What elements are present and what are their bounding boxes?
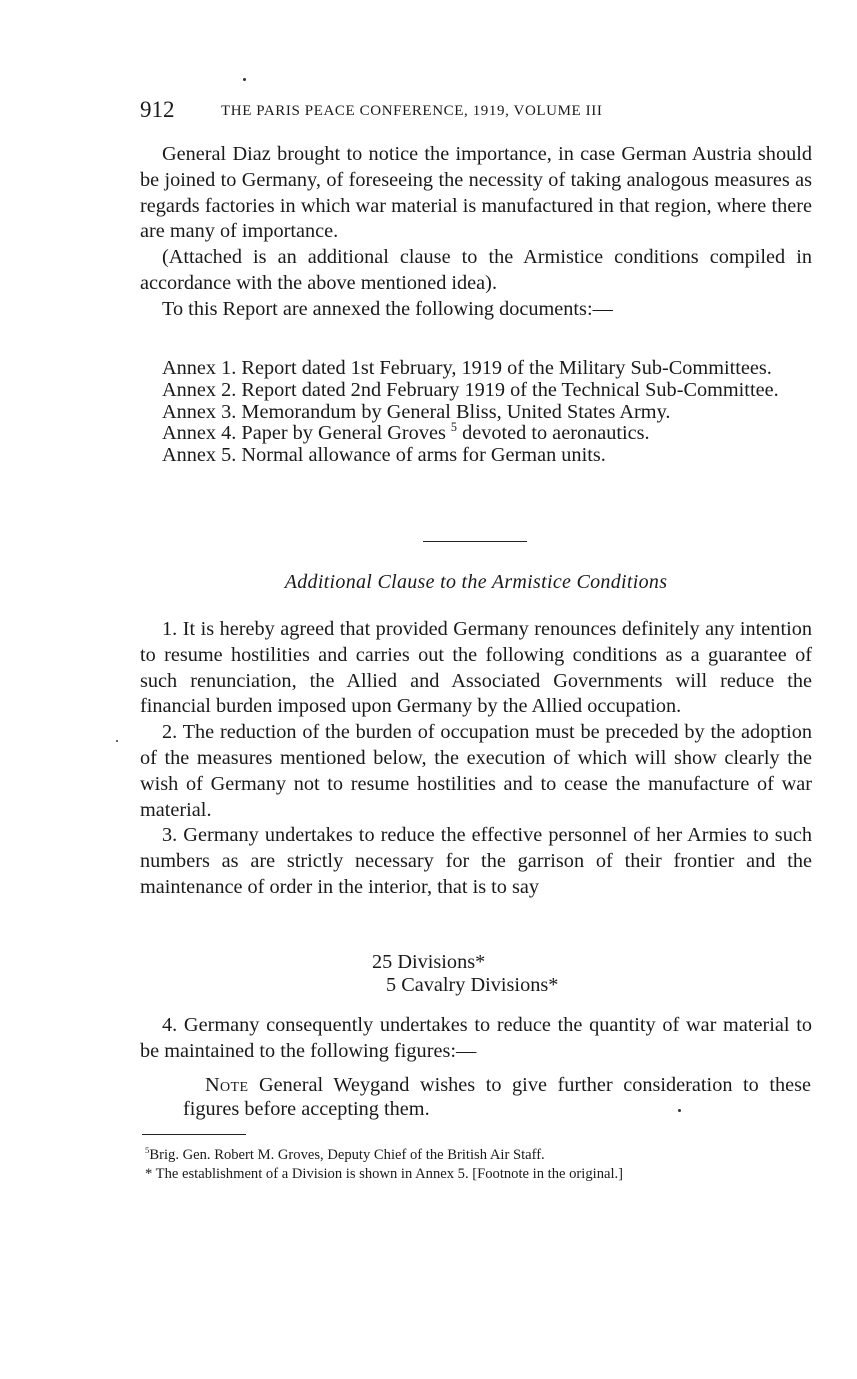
annex-item-1: Annex 1. Report dated 1st February, 1919 of the Military Sub-Committees.	[162, 357, 772, 379]
scan-speck	[243, 78, 246, 81]
annex-list	[140, 358, 812, 467]
section-divider	[423, 541, 527, 542]
annex-item-4-after: devoted to aeronautics.	[457, 422, 650, 445]
footnote-star-mark: *	[145, 1166, 153, 1182]
intro-paragraph-attached: (Attached is an additional clause to the Armistice conditions compiled in accordance with the above mentioned idea).	[140, 246, 812, 294]
running-head: THE PARIS PEACE CONFERENCE, 1919, VOLUME III	[221, 103, 603, 119]
footnote-star-text: The establishment of a Division is shown in Annex 5. [Footnote in the original.]	[152, 1166, 624, 1182]
intro-paragraph-annexed: To this Report are annexed the following documents:—	[162, 297, 613, 320]
clause-3: 3. Germany undertakes to reduce the effective personnel of her Armies to such numbers as are strictly necessary for the garrison of their frontier and the maintenance of order in the interior, that is to say	[140, 824, 812, 898]
note-text: General Weygand wishes to give further consideration to these figures before accepting them.	[183, 1074, 811, 1120]
divisions-infantry: 25 Divisions*	[372, 951, 486, 973]
section-title: Additional Clause to the Armistice Conditions	[284, 571, 668, 593]
footnote-divider	[142, 1134, 246, 1135]
scan-speck	[678, 1109, 681, 1112]
footnote-5	[140, 1146, 812, 1165]
clause-1: 1. It is hereby agreed that provided Germany renounces definitely any intention to resume hostilities and carries out the following conditions as a guarantee of such renunciation, the Allied and Associated Governments will reduce the financial burden imposed upon Germany by the Allied occupation.	[140, 618, 812, 718]
annex-item-5: Annex 5. Normal allowance of arms for German units.	[162, 444, 606, 467]
clause-4: 4. Germany consequently undertakes to reduce the quantity of war material to be maintained to the following figures:—	[140, 1014, 812, 1062]
footnotes	[140, 1146, 812, 1184]
annex-item-4	[140, 420, 812, 445]
annex-item-3: Annex 3. Memorandum by General Bliss, United States Army.	[162, 400, 671, 423]
intro-section	[140, 142, 812, 323]
scan-speck	[116, 740, 118, 742]
page-number: 912	[140, 97, 175, 122]
clause-2: 2. The reduction of the burden of occupation must be preceded by the adoption of the measures mentioned below, the execution of which will show clearly the wish of Germany not to resume hostilities and to cease the manufacture of war material.	[140, 721, 812, 821]
note-block	[183, 1074, 811, 1121]
note-label: Note	[205, 1074, 249, 1096]
intro-paragraph-diaz: General Diaz brought to notice the importance, in case German Austria should be joined to Germany, of foreseeing the necessity of taking analogous measures as regards factories in which war material is manufactured in that region, where there are many of importance.	[140, 143, 812, 243]
divisions-block	[372, 951, 558, 997]
clauses-section	[140, 617, 812, 901]
page-header	[140, 95, 820, 125]
annex-item-4-before: Annex 4. Paper by General Groves	[162, 422, 451, 445]
clause-4-section	[140, 1013, 812, 1065]
footnote-star	[140, 1165, 812, 1184]
annex-item-2: Annex 2. Report dated 2nd February 1919 of the Technical Sub-Committee.	[162, 378, 779, 401]
footnote-5-mark: 5	[145, 1145, 150, 1156]
footnote-ref-5: 5	[450, 420, 457, 435]
footnote-5-text: Brig. Gen. Robert M. Groves, Deputy Chief of the British Air Staff.	[149, 1147, 545, 1163]
divisions-cavalry: 5 Cavalry Divisions*	[386, 974, 559, 996]
